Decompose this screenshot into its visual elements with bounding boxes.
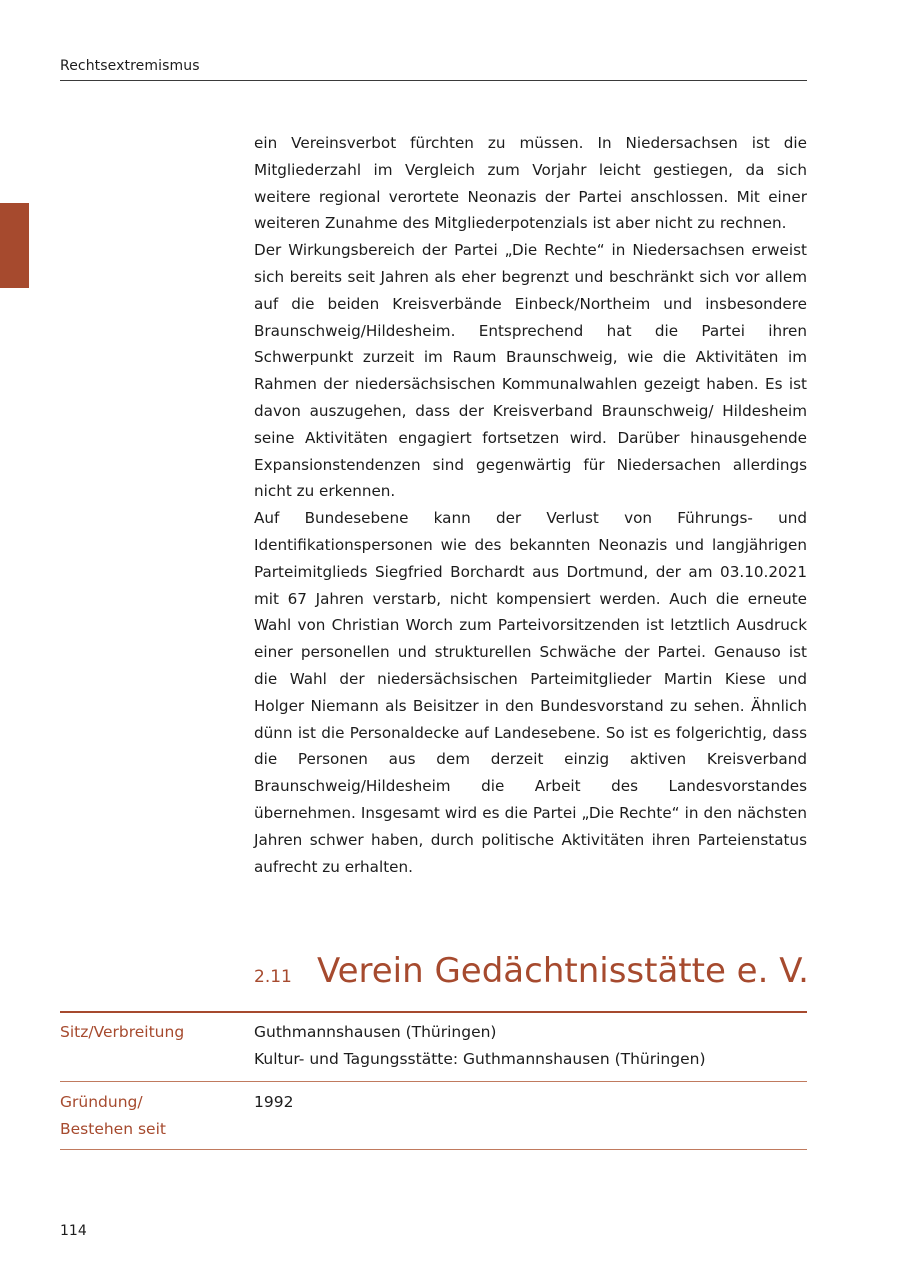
header-rule (60, 80, 807, 81)
page-number: 114 (60, 1223, 87, 1239)
gruendung-label-line-2: Bestehen seit (60, 1120, 166, 1138)
body-text (254, 130, 807, 880)
table-bottom-rule (60, 1149, 807, 1150)
chapter-side-tab (0, 203, 29, 288)
paragraph: Auf Bundesebene kann der Verlust von Führungs- und Identifikationspersonen wie des bekannten Neonazis und langjährigen Parteimitglieds Siegfried Borchardt aus Dortmund, der am 03.10.2021 mit 67 Jahren verstarb, nicht kompensiert werden. Auch die erneute Wahl von Christian Worch zum Parteivorsitzenden ist letztlich Ausdruck einer personellen und strukturellen Schwäche der Partei. Genauso ist die Wahl der niedersächsischen Parteimitglieder Martin Kiese und Holger Niemann als Beisitzer in den Bundesvorstand zu sehen. Ähnlich dünn ist die Personaldecke auf Landesebene. So ist es folgerichtig, dass die Personen aus dem derzeit einzig aktiven Kreisverband Braunschweig/Hildesheim die Arbeit des Landesvorstandes übernehmen. Insgesamt wird es die Partei „Die Rechte“ in den nächsten Jahren schwer haben, durch politische Aktivitäten ihren Parteienstatus aufrecht zu erhalten. (254, 509, 807, 876)
gruendung-value: 1992 (254, 1093, 294, 1111)
section-heading (254, 951, 809, 991)
paragraph: Der Wirkungsbereich der Partei „Die Rechte“ in Niedersachsen erweist sich bereits seit Jahren als eher begrenzt und beschränkt sich vor allem auf die beiden Kreisverbände Einbeck/Northeim und insbesondere Braunschweig/Hildesheim. Entsprechend hat die Partei ihren Schwerpunkt zurzeit im Raum Braunschweig, wie die Aktivitäten im Rahmen der niedersächsischen Kommunalwahlen gezeigt haben. Es ist davon auszugehen, dass der Kreisverband Braunschweig/ Hildesheim seine Aktivitäten engagiert fortsetzen wird. Darüber hinausgehende Expansionstendenzen sind gegenwärtig für Niedersachen allerdings nicht zu erkennen. (254, 241, 807, 501)
gruendung-label-line-1: Gründung/ (60, 1093, 143, 1111)
table-row-divider (60, 1081, 807, 1082)
paragraph: ein Vereinsverbot fürchten zu müssen. In Niedersachsen ist die Mitgliederzahl im Vergleich zum Vorjahr leicht gestiegen, da sich weitere regional verortete Neonazis der Partei anschlossen. Mit einer weiteren Zunahme des Mitgliederpotenzials ist aber nicht zu rechnen. (254, 134, 807, 233)
section-number: 2.11 (254, 967, 292, 987)
section-title: Verein Gedächtnisstätte e. V. (316, 951, 809, 991)
sitz-value-line-2: Kultur- und Tagungsstätte: Guthmannshausen (Thüringen) (254, 1050, 706, 1068)
running-head: Rechtsextremismus (60, 58, 200, 74)
sitz-label: Sitz/Verbreitung (60, 1023, 185, 1041)
table-top-rule (60, 1011, 807, 1013)
sitz-value-line-1: Guthmannshausen (Thüringen) (254, 1023, 497, 1041)
